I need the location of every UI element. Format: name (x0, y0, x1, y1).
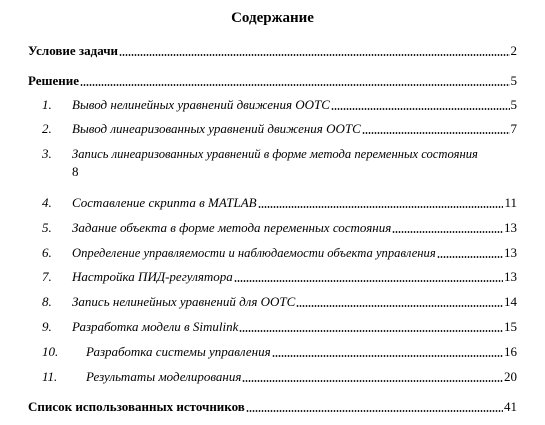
toc-page-number: 14 (504, 294, 517, 309)
toc-page-number: 13 (504, 245, 517, 260)
toc-entry-label: Составление скрипта в MATLAB (72, 195, 257, 210)
leader-dots (331, 108, 510, 110)
toc-entry-1[interactable] (42, 96, 517, 114)
toc-entry-label: Запись линеаризованных уравнений в форме метода переменных состояния (72, 147, 478, 161)
toc-entry-number: 5. (42, 220, 52, 235)
toc-entry-label: Результаты моделирования (86, 369, 242, 384)
toc-entry-label: Разработка модели в Simulink (72, 319, 239, 334)
toc-page-number: 13 (504, 220, 517, 235)
toc-entry-label: Запись нелинейных уравнений для ООТС (72, 294, 296, 309)
toc-page-number: 7 (510, 121, 517, 136)
toc-entry-number: 3. (42, 146, 52, 161)
toc-entry-8[interactable] (42, 293, 517, 311)
toc-page-number: 16 (504, 344, 517, 359)
leader-dots (242, 380, 503, 382)
leader-dots (362, 132, 510, 134)
leader-dots (234, 280, 503, 282)
toc-entry-7[interactable] (42, 268, 517, 286)
toc-entry-number: 6. (42, 245, 52, 260)
toc-entry-label: Определение управляемости и наблюдаемости объекта управления (72, 246, 436, 260)
leader-dots (392, 231, 503, 233)
toc-page-number: 41 (504, 399, 517, 414)
toc-entry-3[interactable] (42, 145, 478, 181)
toc-entry-label: Условие задачи (28, 43, 119, 58)
toc-entry-number: 1. (42, 97, 52, 112)
leader-dots (80, 84, 509, 86)
toc-entry-task[interactable] (28, 42, 517, 60)
leader-dots (119, 54, 509, 56)
toc-entry-number: 2. (42, 121, 52, 136)
toc-entry-label: Вывод нелинейных уравнений движения ООТС (72, 97, 330, 112)
toc-page-number: 20 (504, 369, 517, 384)
toc-entry-label: Список использованных источников (28, 399, 245, 414)
toc-entry-number: 7. (42, 269, 52, 284)
toc-entry-number: 8. (42, 294, 52, 309)
toc-entry-label: Задание объекта в форме метода переменных состояния (72, 220, 392, 235)
toc-entry-number: 10. (42, 344, 59, 359)
toc-entry-6[interactable] (42, 244, 517, 262)
toc-entry-label: Разработка системы управления (86, 344, 271, 359)
toc-entry-11[interactable] (42, 368, 517, 386)
toc-page-number: 15 (504, 319, 517, 334)
toc-page-number: 11 (504, 195, 517, 210)
toc-entry-4[interactable] (42, 194, 517, 212)
leader-dots (437, 256, 503, 258)
leader-dots (239, 330, 503, 332)
toc-entry-references[interactable] (28, 398, 517, 416)
leader-dots (258, 206, 504, 208)
toc-entry-5[interactable] (42, 219, 517, 237)
toc-entry-9[interactable] (42, 318, 517, 336)
toc-entry-label: Настройка ПИД-регулятора (72, 269, 233, 284)
toc-page-number: 5 (510, 97, 517, 112)
toc-entry-10[interactable] (42, 343, 517, 361)
toc-page-number: 2 (510, 43, 517, 58)
leader-dots (296, 305, 503, 307)
toc-page-number: 13 (504, 269, 517, 284)
toc-entry-label: Решение (28, 73, 80, 88)
toc-page-number: 5 (510, 73, 517, 88)
toc-entry-number: 11. (42, 369, 58, 384)
toc-entry-number: 9. (42, 319, 52, 334)
toc-entry-2[interactable] (42, 120, 517, 138)
toc-page-number: 8 (72, 164, 79, 179)
toc-title: Содержание (231, 10, 314, 26)
toc-entry-label: Вывод линеаризованных уравнений движения ООТС (72, 121, 361, 136)
leader-dots (272, 355, 503, 357)
toc-entry-solution[interactable] (28, 72, 517, 90)
toc-entry-number: 4. (42, 195, 52, 210)
leader-dots (246, 410, 503, 412)
